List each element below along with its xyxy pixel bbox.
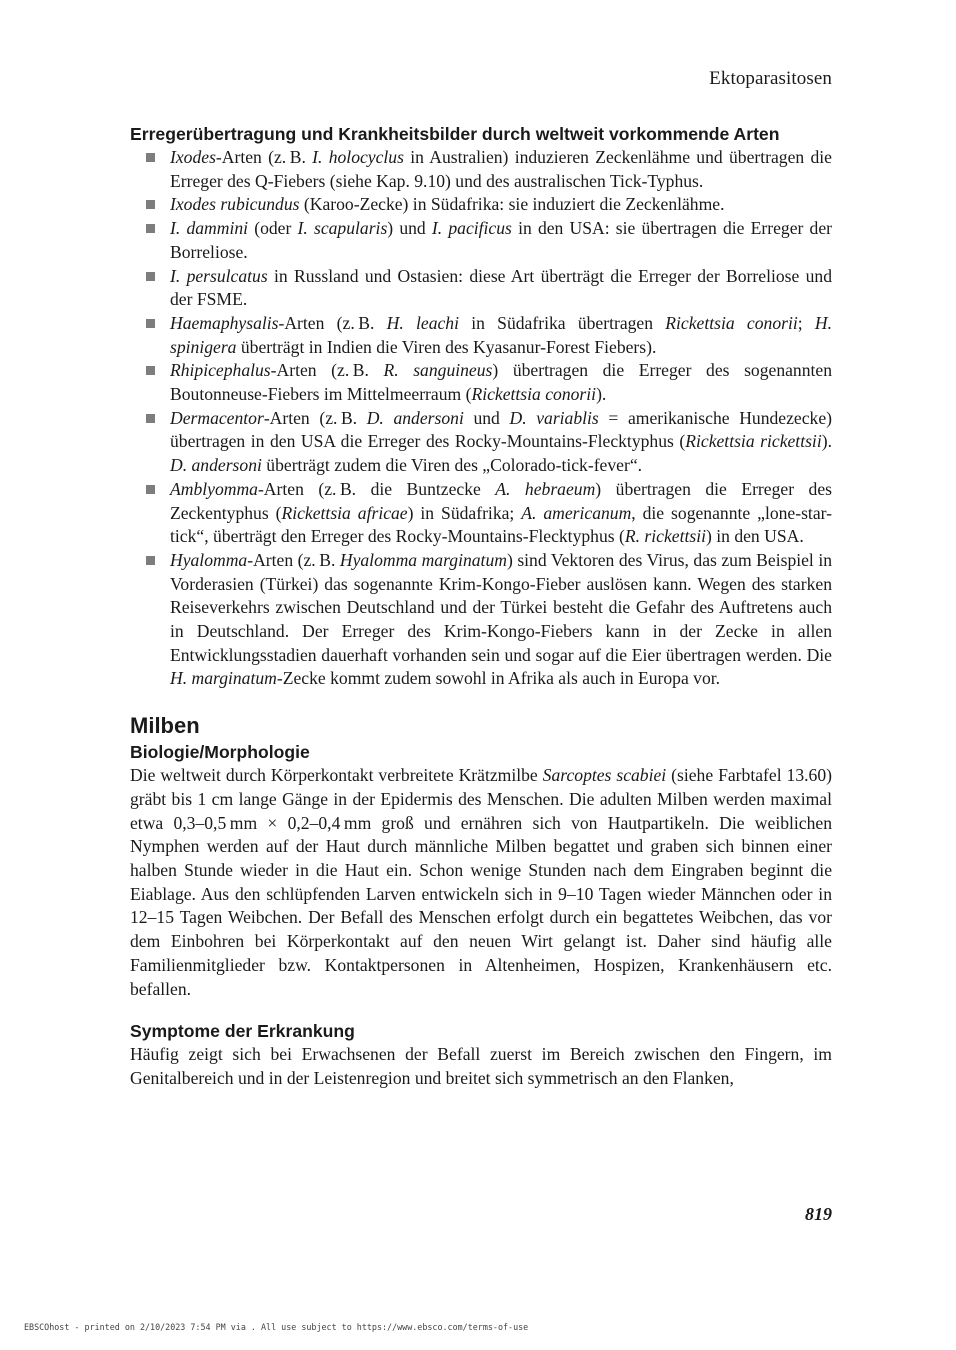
page-number: 819: [805, 1204, 832, 1224]
list-item: Dermacentor-Arten (z. B. D. andersoni und D. variablis = amerikanische Hundezecke) übertragen in den USA die Erreger des Rocky-Mountains-Flecktyphus (Rickettsia rickettsii). D. andersoni überträgt zudem die Viren des „Colorado-tick-fever“.: [130, 407, 832, 478]
list-item: Amblyomma-Arten (z. B. die Buntzecke A. hebraeum) übertragen die Erreger des Zeckentyphus (Rickettsia africae) in Südafrika; A. americanum, die sogenannte „lone-star-tick“, überträgt den Erreger des Rocky-Mountains-Flecktyphus (R. rickettsii) in den USA.: [130, 478, 832, 549]
bullet-square-icon: [146, 366, 155, 375]
list-item: Hyalomma-Arten (z. B. Hyalomma marginatum) sind Vektoren des Virus, das zum Beispiel in Vorderasien (Türkei) das sogenannte Krim-Kongo-Fieber auslösen kann. Wegen des starken Reiseverkehrs zwischen Deutschland und der Türkei besteht die Gefahr des Auftretens auch in Deutschland. Der Erreger des Krim-Kongo-Fiebers kann in der Zecke in allen Entwicklungsstadien dauerhaft vorhanden sein und sogar auf die Eier übertragen werden. Die H. marginatum-Zecke kommt zudem sowohl in Afrika als auch in Europa vor.: [130, 549, 832, 691]
running-header: Ektoparasitosen: [709, 68, 832, 89]
bullet-square-icon: [146, 319, 155, 328]
bullet-square-icon: [146, 414, 155, 423]
list-item: I. persulcatus in Russland und Ostasien: diese Art überträgt die Erreger der Borreliose und der FSME.: [130, 265, 832, 312]
bullet-square-icon: [146, 200, 155, 209]
section-heading-transmission: Erregerübertragung und Krankheitsbilder durch weltweit vorkommende Arten: [130, 124, 780, 144]
footer-notice: EBSCOhost - printed on 2/10/2023 7:54 PM via . All use subject to https://www.ebsco.com/terms-of-use: [24, 1322, 529, 1332]
section-heading-mites: Milben: [130, 713, 200, 739]
list-item: I. dammini (oder I. scapularis) und I. pacificus in den USA: sie übertragen die Erreger der Borreliose.: [130, 217, 832, 264]
page-content: [130, 122, 832, 1091]
list-item: Ixodes-Arten (z. B. I. holocyclus in Australien) induzieren Zeckenlähme und übertragen die Erreger des Q-Fiebers (siehe Kap. 9.10) und des australischen Tick-Typhus.: [130, 146, 832, 193]
list-item: Ixodes rubicundus (Karoo-Zecke) in Südafrika: sie induziert die Zeckenlähme.: [130, 193, 832, 217]
list-item: Rhipicephalus-Arten (z. B. R. sanguineus) übertragen die Erreger des sogenannten Boutonneuse-Fiebers im Mittelmeerraum (Rickettsia conorii).: [130, 359, 832, 406]
list-item: Haemaphysalis-Arten (z. B. H. leachi in Südafrika übertragen Rickettsia conorii; H. spinigera überträgt in Indien die Viren des Kyasanur-Forest Fiebers).: [130, 312, 832, 359]
biology-paragraph: Die weltweit durch Körperkontakt verbreitete Krätzmilbe Sarcoptes scabiei (siehe Farbtafel 13.60) gräbt bis 1 cm lange Gänge in der Epidermis des Menschen. Die adulten Milben werden maximal etwa 0,3–0,5 mm × 0,2–0,4 mm groß und ernähren sich von Hautpartikeln. Die weiblichen Nymphen werden auf der Haut durch männliche Milben begattet und graben sich binnen einer halben Stunde wieder in die Haut ein. Schon wenige Stunden nach dem Eingraben beginnt die Eiablage. Aus den schlüpfenden Larven entwickeln sich in 9–10 Tagen wieder Männchen oder in 12–15 Tagen Weibchen. Der Befall des Menschen erfolgt durch ein begattetes Weibchen, das vor dem Einbohren bei Körperkontakt auf den neuen Wirt gelangt ist. Daher sind häufig alle Familienmitglieder bzw. Kontaktpersonen in Altenheimen, Hospizen, Krankenhäusern etc. befallen.: [130, 765, 832, 999]
subsection-heading-biology: Biologie/Morphologie: [130, 742, 310, 763]
species-list: [130, 146, 832, 691]
bullet-square-icon: [146, 224, 155, 233]
subsection-heading-symptoms: Symptome der Erkrankung: [130, 1021, 355, 1042]
bullet-square-icon: [146, 272, 155, 281]
bullet-square-icon: [146, 485, 155, 494]
bullet-square-icon: [146, 153, 155, 162]
bullet-square-icon: [146, 556, 155, 565]
symptoms-paragraph: Häufig zeigt sich bei Erwachsenen der Befall zuerst im Bereich zwischen den Fingern, im Genitalbereich und in der Leistenregion und breitet sich symmetrisch an den Flanken,: [130, 1044, 832, 1088]
